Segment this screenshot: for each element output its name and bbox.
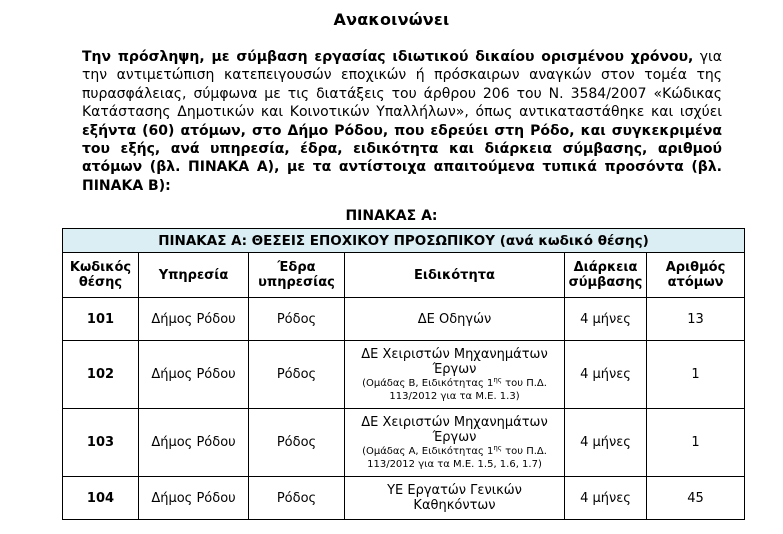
- intro-paragraph: [82, 48, 722, 195]
- header-service: Υπηρεσία: [139, 253, 249, 298]
- row-count: 13: [647, 298, 745, 341]
- header-count: Αριθμός ατόμων: [647, 253, 745, 298]
- row-code: 104: [63, 477, 139, 520]
- row-duration: 4 μήνες: [565, 409, 647, 477]
- row-count: 1: [647, 341, 745, 409]
- table-header-row: [63, 253, 745, 298]
- row-specialty-note: [345, 377, 564, 403]
- row-duration: 4 μήνες: [565, 298, 647, 341]
- row-code: 102: [63, 341, 139, 409]
- note-pre: (Ομάδας Β, Ειδικότητας 1: [362, 377, 494, 389]
- announcement-heading: Ανακοινώνει: [333, 10, 450, 29]
- note-pre: (Ομάδας Α, Ειδικότητας 1: [362, 445, 494, 457]
- row-service: Δήμος Ρόδου: [139, 409, 249, 477]
- table-title-row: [63, 229, 745, 253]
- row-seat: Ρόδος: [249, 341, 345, 409]
- row-duration: 4 μήνες: [565, 341, 647, 409]
- row-seat: Ρόδος: [249, 409, 345, 477]
- table-row: [63, 298, 745, 341]
- row-count: 1: [647, 409, 745, 477]
- intro-body: για την αντιμετώπιση κατεπειγουσών εποχικών ή πρόσκαιρων αναγκών στον τομέα της πυρασφάλειας, σύμφωνα με τις διατάξεις του άρθρου 206 του Ν. 3584/2007 «Κώδικας Κατάστασης Δημοτικών και Κοινοτικών Υπαλλήλων», όπως αντικαταστάθηκε και ισχύει: [82, 49, 723, 121]
- row-code: 101: [63, 298, 139, 341]
- row-specialty: ΔΕ Χειριστών Μηχανημάτων Έργων: [361, 414, 548, 445]
- row-specialty: ΔΕ Οδηγών: [345, 298, 565, 341]
- table-row: [63, 409, 745, 477]
- header-code: Κωδικός θέσης: [63, 253, 139, 298]
- table-title: ΠΙΝΑΚΑΣ Α: ΘΕΣΕΙΣ ΕΠΟΧΙΚΟΥ ΠΡΟΣΩΠΙΚΟΥ (ανά κωδικό θέσης): [63, 229, 745, 253]
- row-seat: Ρόδος: [249, 477, 345, 520]
- row-specialty: ΔΕ Χειριστών Μηχανημάτων Έργων: [361, 346, 548, 377]
- row-seat: Ρόδος: [249, 298, 345, 341]
- header-seat: Έδρα υπηρεσίας: [249, 253, 345, 298]
- row-duration: 4 μήνες: [565, 477, 647, 520]
- intro-bold-tail: εξήντα (60) ατόμων, στο Δήμο Ρόδου, που εδρεύει στη Ρόδο, και συγκεκριμένα του εξής, ανά υπηρεσία, έδρα, ειδικότητα και διάρκεια σύμβασης, αριθμού ατόμων (βλ. ΠΙΝΑΚΑ Α), με τα αντίστοιχα απαιτούμενα τυπικά προσόντα (βλ. ΠΙΝΑΚΑ Β):: [82, 122, 722, 194]
- row-count: 45: [647, 477, 745, 520]
- row-specialty-cell: [345, 341, 565, 409]
- row-code: 103: [63, 409, 139, 477]
- row-specialty-note: [345, 445, 564, 471]
- note-sup: ης: [493, 375, 502, 384]
- positions-table: [62, 228, 745, 520]
- table-row: [63, 341, 745, 409]
- note-post: του Π.Δ. 113/2012 για τα Μ.Ε. 1.5, 1.6, 1.7): [367, 445, 547, 470]
- row-service: Δήμος Ρόδου: [139, 477, 249, 520]
- header-specialty: Ειδικότητα: [345, 253, 565, 298]
- table-row: [63, 477, 745, 520]
- row-specialty: ΥΕ Εργατών Γενικών Καθηκόντων: [345, 477, 565, 520]
- note-post: του Π.Δ. 113/2012 για τα Μ.Ε. 1.3): [389, 377, 547, 402]
- intro-bold-lead: Την πρόσληψη, με σύμβαση εργασίας ιδιωτικού δικαίου ορισμένου χρόνου,: [82, 49, 694, 65]
- row-service: Δήμος Ρόδου: [139, 341, 249, 409]
- header-duration: Διάρκεια σύμβασης: [565, 253, 647, 298]
- row-service: Δήμος Ρόδου: [139, 298, 249, 341]
- row-specialty-cell: [345, 409, 565, 477]
- note-sup: ης: [493, 443, 502, 452]
- table-caption: ΠΙΝΑΚΑΣ Α:: [345, 208, 438, 224]
